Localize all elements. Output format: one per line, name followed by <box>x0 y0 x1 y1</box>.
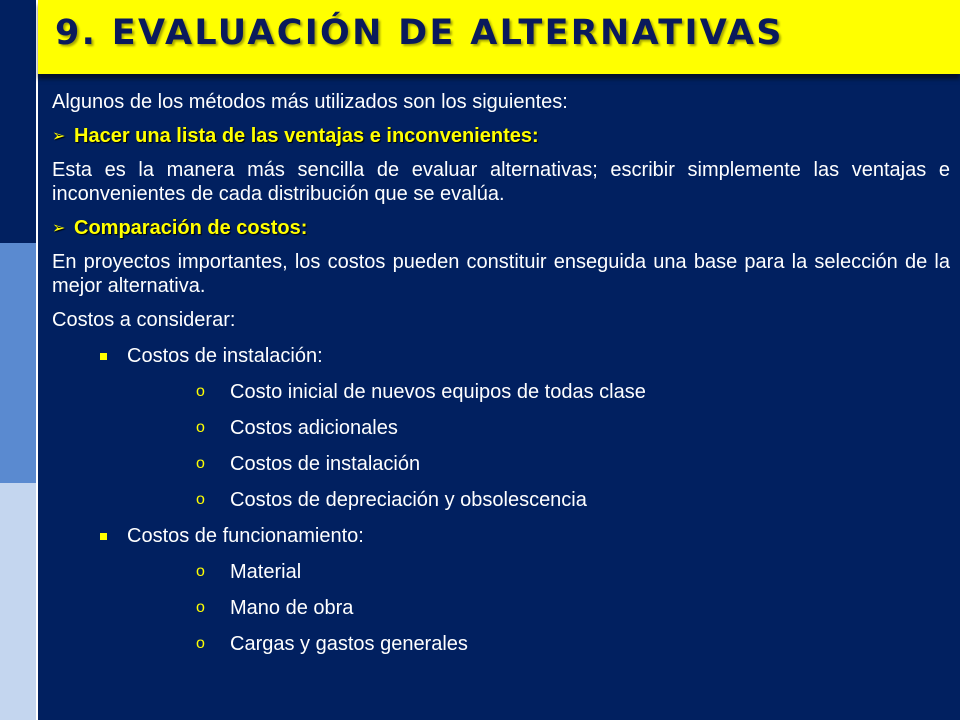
slide-body <box>52 90 950 656</box>
circle-bullet-icon: o <box>196 599 205 616</box>
arrow-bullet-icon: ➢ <box>52 218 66 237</box>
costos-paragraph: En proyectos importantes, los costos pueden constituir enseguida una base para la selección de la mejor alternativa. <box>52 251 950 297</box>
circle-bullet-icon: o <box>196 383 205 400</box>
list-item <box>52 596 950 620</box>
left-band-medium <box>0 243 36 483</box>
list-item-text: Mano de obra <box>230 597 354 619</box>
list-item <box>52 632 950 656</box>
circle-bullet-icon: o <box>196 419 205 436</box>
left-band-light <box>0 483 36 720</box>
heading-text: Comparación de costos: <box>74 217 308 239</box>
list-item-text: Costos de depreciación y obsolescencia <box>230 489 587 511</box>
list-item-text: Costo inicial de nuevos equipos de todas clase <box>230 381 646 403</box>
arrow-bullet-icon: ➢ <box>52 126 66 145</box>
list-item <box>52 488 950 512</box>
list-item-text: Costos adicionales <box>230 417 398 439</box>
square-bullet-icon <box>100 353 107 360</box>
ventajas-paragraph: Esta es la manera más sencilla de evaluar alternativas; escribir simplemente las ventajas e inconvenientes de cada distribución que se evalúa. <box>52 159 950 205</box>
square-bullet-icon <box>100 533 107 540</box>
left-band-dark <box>0 0 36 243</box>
slide-title: 9. EVALUACIÓN DE ALTERNATIVAS <box>55 13 784 53</box>
section-heading-costos <box>52 216 950 240</box>
heading-text: Hacer una lista de las ventajas e inconvenientes: <box>74 125 539 147</box>
intro-text: Algunos de los métodos más utilizados son los siguientes: <box>52 91 568 113</box>
sublist-label: Costos de instalación: <box>127 345 323 367</box>
circle-bullet-icon: o <box>196 455 205 472</box>
circle-bullet-icon: o <box>196 491 205 508</box>
list-item <box>52 560 950 584</box>
circle-bullet-icon: o <box>196 635 205 652</box>
left-divider <box>36 0 38 720</box>
list-item-text: Material <box>230 561 302 583</box>
list-item-text: Cargas y gastos generales <box>230 633 468 655</box>
list-item <box>52 416 950 440</box>
costos-label: Costos a considerar: <box>52 309 236 331</box>
list-item <box>52 452 950 476</box>
sublist-label: Costos de funcionamiento: <box>127 525 364 547</box>
list-item <box>52 380 950 404</box>
circle-bullet-icon: o <box>196 563 205 580</box>
sublist-instalacion <box>52 344 950 368</box>
sublist-funcionamiento <box>52 524 950 548</box>
section-heading-ventajas <box>52 124 950 148</box>
list-item-text: Costos de instalación <box>230 453 421 475</box>
